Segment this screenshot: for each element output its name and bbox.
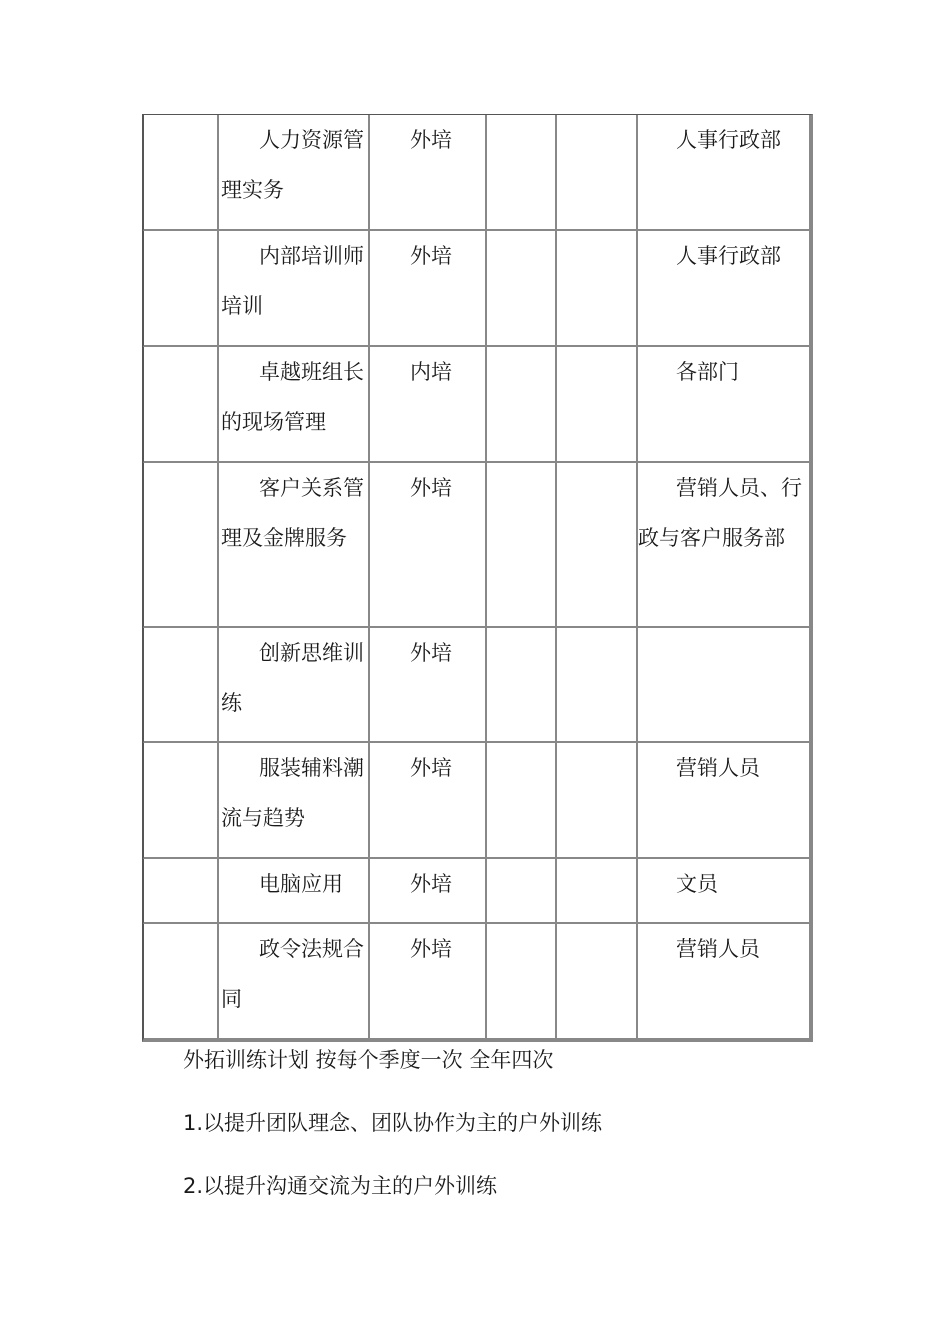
table-cell-empty <box>143 115 219 231</box>
table-cell-empty <box>557 743 638 859</box>
table-cell-empty <box>143 231 219 347</box>
course-cell: 内部培训师培训 <box>219 231 370 347</box>
table-cell-empty <box>143 924 219 1040</box>
table-row <box>143 231 811 347</box>
training-plan-table <box>142 114 813 1042</box>
table-cell-empty <box>487 347 557 463</box>
department-cell: 各部门 <box>638 347 811 463</box>
table-cell-empty <box>557 231 638 347</box>
training-type-cell: 外培 <box>370 231 487 347</box>
table-cell-empty <box>557 628 638 743</box>
department-cell <box>638 628 811 743</box>
table-row <box>143 115 811 231</box>
department-cell: 人事行政部 <box>638 231 811 347</box>
table-cell-empty <box>143 743 219 859</box>
department-cell: 人事行政部 <box>638 115 811 231</box>
table-cell-empty <box>143 628 219 743</box>
table-row <box>143 463 811 628</box>
table-cell-empty <box>487 743 557 859</box>
table-row <box>143 924 811 1040</box>
table-row <box>143 743 811 859</box>
course-cell: 客户关系管理及金牌服务 <box>219 463 370 628</box>
training-type-cell: 外培 <box>370 859 487 924</box>
training-type-cell: 内培 <box>370 347 487 463</box>
course-cell: 政令法规合同 <box>219 924 370 1040</box>
table-cell-empty <box>557 463 638 628</box>
table-cell-empty <box>487 115 557 231</box>
table-cell-empty <box>557 115 638 231</box>
outdoor-training-item-2: 2.以提升沟通交流为主的户外训练 <box>183 1174 498 1198</box>
table-cell-empty <box>487 859 557 924</box>
course-cell: 服装辅料潮流与趋势 <box>219 743 370 859</box>
department-cell: 营销人员、行政与客户服务部 <box>638 463 811 628</box>
table-cell-empty <box>487 628 557 743</box>
department-cell: 文员 <box>638 859 811 924</box>
table-row <box>143 859 811 924</box>
table-cell-empty <box>557 347 638 463</box>
training-type-cell: 外培 <box>370 628 487 743</box>
table-cell-empty <box>487 231 557 347</box>
course-cell: 创新思维训练 <box>219 628 370 743</box>
course-cell: 人力资源管理实务 <box>219 115 370 231</box>
table-cell-empty <box>557 924 638 1040</box>
outdoor-training-plan-heading: 外拓训练计划 按每个季度一次 全年四次 <box>183 1048 554 1072</box>
table-cell-empty <box>143 347 219 463</box>
course-cell: 卓越班组长的现场管理 <box>219 347 370 463</box>
table-cell-empty <box>143 463 219 628</box>
training-type-cell: 外培 <box>370 115 487 231</box>
course-cell: 电脑应用 <box>219 859 370 924</box>
table-cell-empty <box>487 463 557 628</box>
training-type-cell: 外培 <box>370 463 487 628</box>
department-cell: 营销人员 <box>638 924 811 1040</box>
table-row <box>143 347 811 463</box>
table-row <box>143 628 811 743</box>
training-type-cell: 外培 <box>370 743 487 859</box>
training-type-cell: 外培 <box>370 924 487 1040</box>
table-cell-empty <box>487 924 557 1040</box>
table-cell-empty <box>143 859 219 924</box>
department-cell: 营销人员 <box>638 743 811 859</box>
outdoor-training-item-1: 1.以提升团队理念、团队协作为主的户外训练 <box>183 1111 603 1135</box>
table-cell-empty <box>557 859 638 924</box>
